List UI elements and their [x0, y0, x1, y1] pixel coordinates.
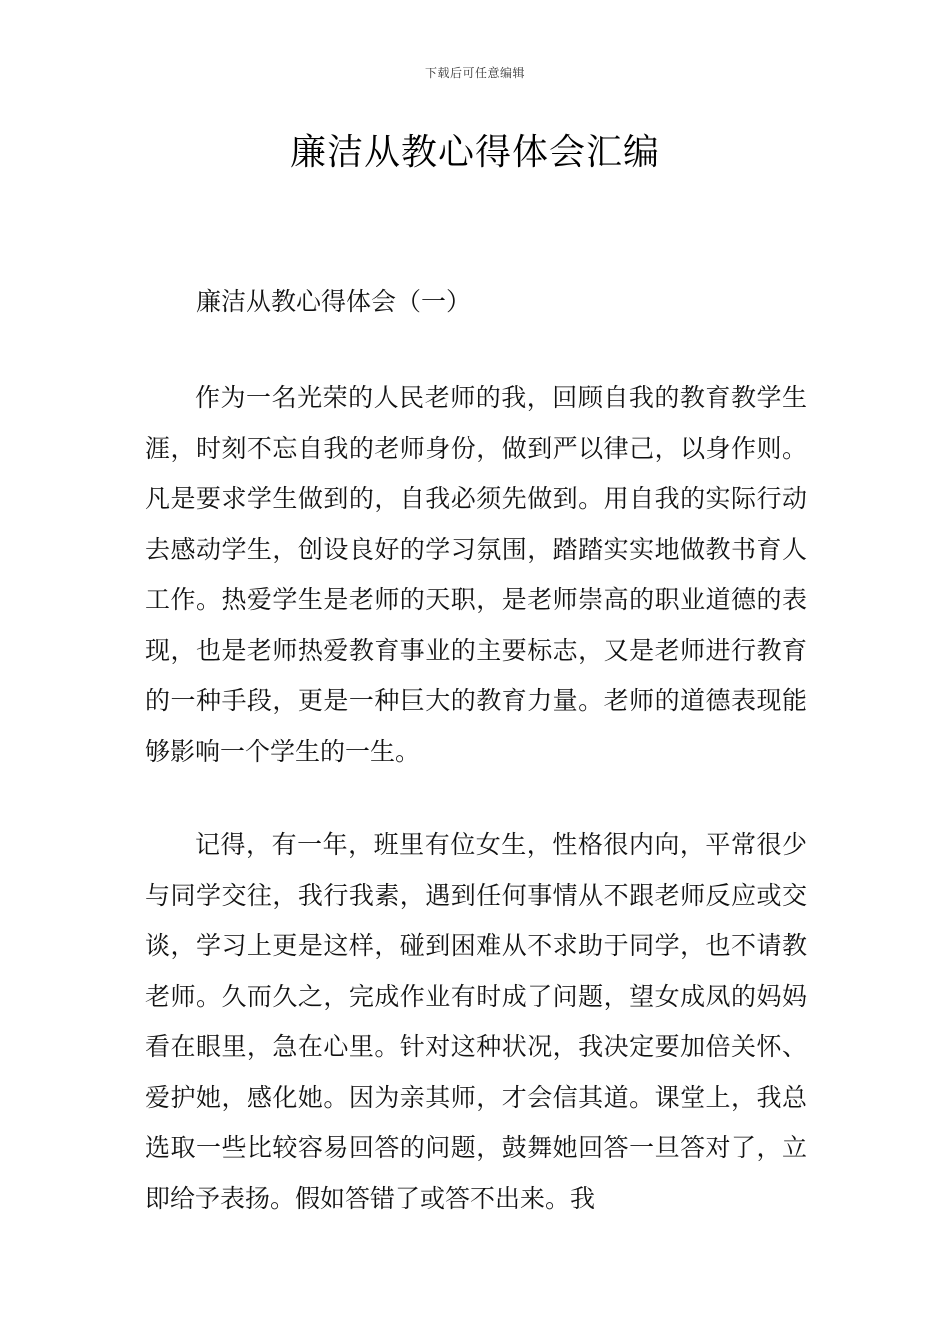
- body-paragraph-2: 记得，有一年，班里有位女生，性格很内向，平常很少与同学交往，我行我素，遇到任何事情从不跟老师反应或交谈，学习上更是这样，碰到困难从不求助于同学，也不请教老师。久而久之，完成作业有时成了问题，望女成凤的妈妈看在眼里，急在心里。针对这种状况，我决定要加倍关怀、爱护她，感化她。因为亲其师，才会信其道。课堂上，我总选取一些比较容易回答的问题，鼓舞她回答一旦答对了，立即给予表扬。假如答错了或答不出来。我: [145, 830, 807, 1213]
- section-heading: 廉洁从教心得体会（一）: [196, 287, 472, 316]
- body-paragraph-1: 作为一名光荣的人民老师的我，回顾自我的教育教学生涯，时刻不忘自我的老师身份，做到严以律己，以身作则。凡是要求学生做到的，自我必须先做到。用自我的实际行动去感动学生，创设良好的学习氛围，踏踏实实地做教书育人工作。热爱学生是老师的天职，是老师崇高的职业道德的表现，也是老师热爱教育事业的主要标志，又是老师进行教育的一种手段，更是一种巨大的教育力量。老师的道德表现能够影响一个学生的一生。: [145, 383, 807, 766]
- header-note: 下载后可任意编辑: [424, 66, 525, 80]
- document-title: 廉洁从教心得体会汇编: [289, 132, 660, 173]
